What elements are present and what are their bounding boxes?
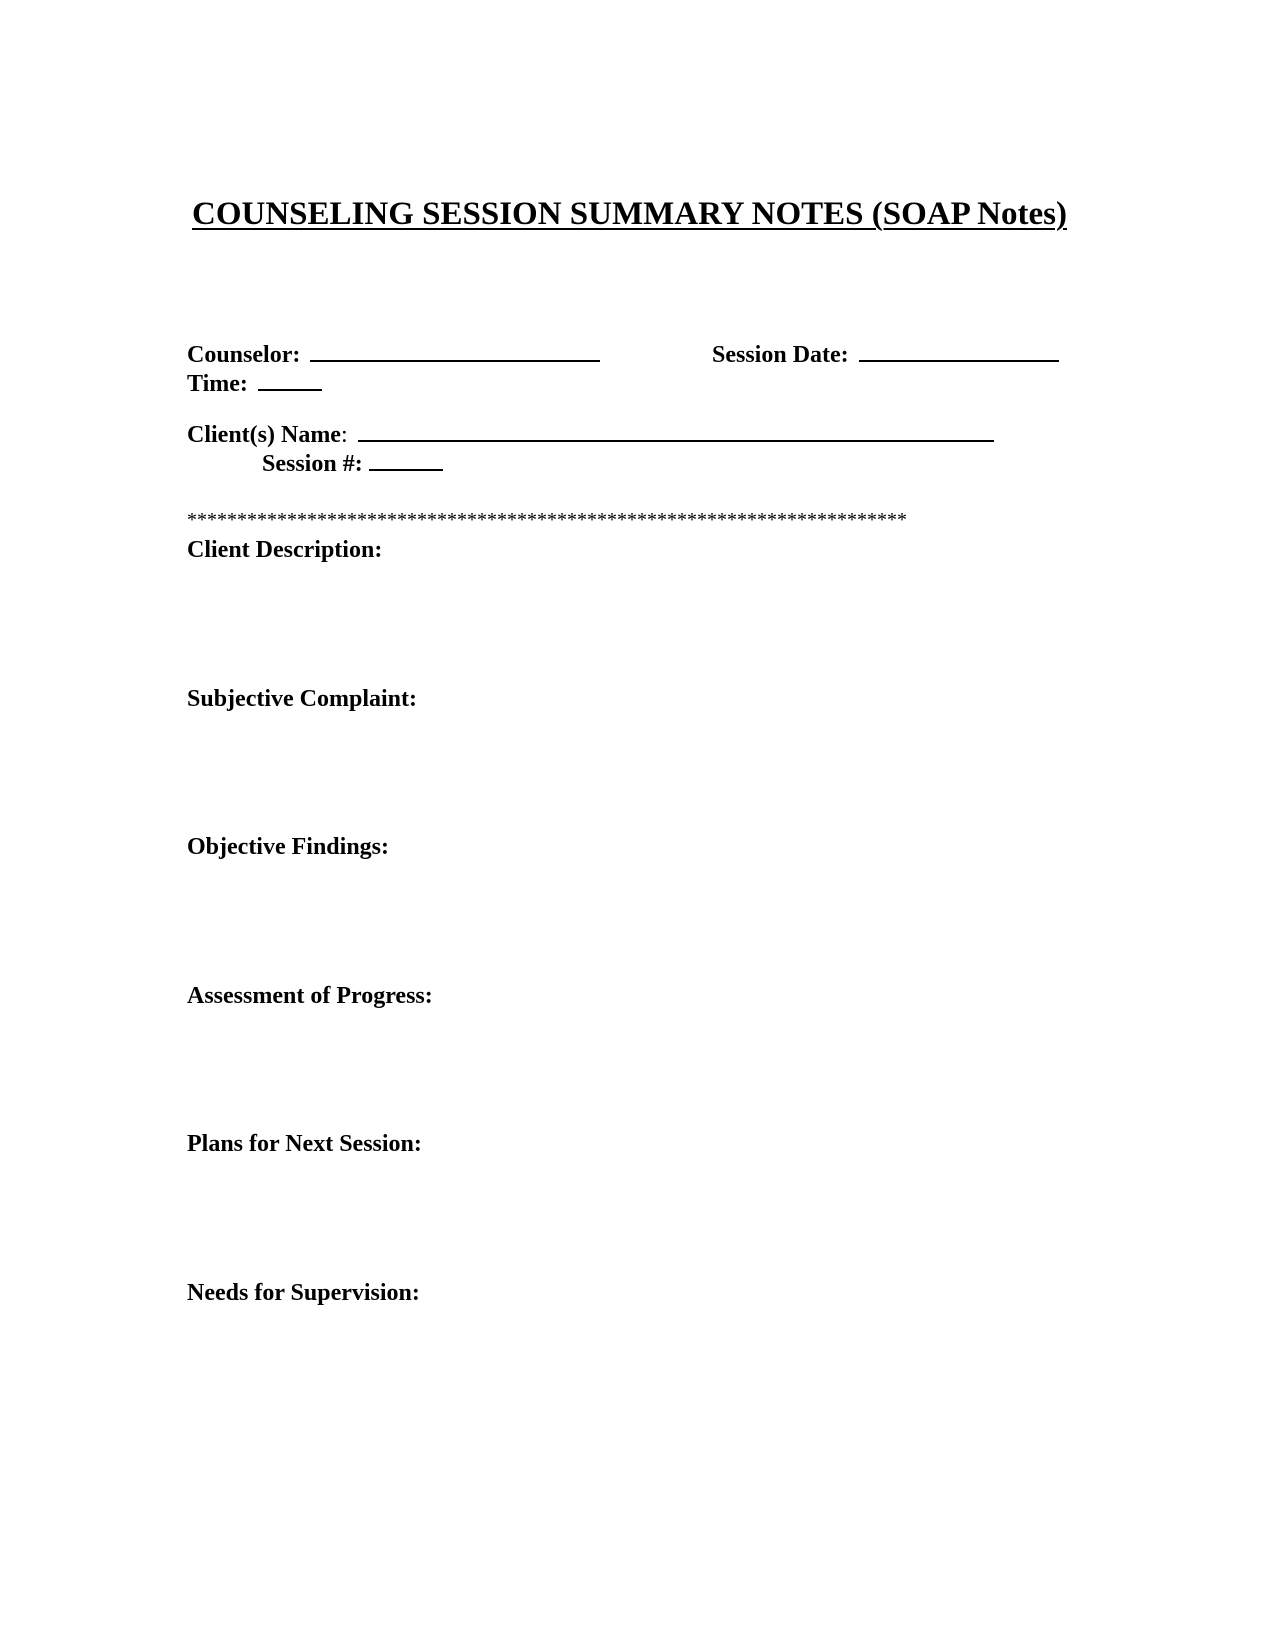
client-name-blank[interactable] (358, 420, 994, 442)
counselor-label: Counselor: (187, 342, 301, 368)
counselor-blank[interactable] (310, 340, 600, 362)
session-date-label: Session Date: (712, 342, 849, 368)
client-name-label: Client(s) Name (187, 422, 341, 448)
time-field (187, 369, 322, 398)
client-name-colon: : (340, 422, 348, 448)
section-plans-for-next-session: Plans for Next Session: (187, 1131, 422, 1157)
section-client-description: Client Description: (187, 537, 383, 563)
time-label: Time: (187, 371, 248, 397)
counselor-field (187, 340, 600, 369)
session-number-field (262, 449, 443, 478)
section-assessment-of-progress: Assessment of Progress: (187, 983, 433, 1009)
section-objective-findings: Objective Findings: (187, 834, 389, 860)
section-needs-for-supervision: Needs for Supervision: (187, 1280, 420, 1306)
section-subjective-complaint: Subjective Complaint: (187, 686, 417, 712)
session-number-label: Session #: (262, 451, 363, 477)
session-date-field (712, 340, 1059, 369)
separator-line: ************************************************************************ (187, 509, 907, 531)
session-number-blank[interactable] (369, 449, 443, 471)
session-date-blank[interactable] (859, 340, 1059, 362)
time-blank[interactable] (258, 369, 322, 391)
page-title: COUNSELING SESSION SUMMARY NOTES (SOAP Notes) (192, 196, 1067, 232)
client-name-field (187, 420, 994, 449)
